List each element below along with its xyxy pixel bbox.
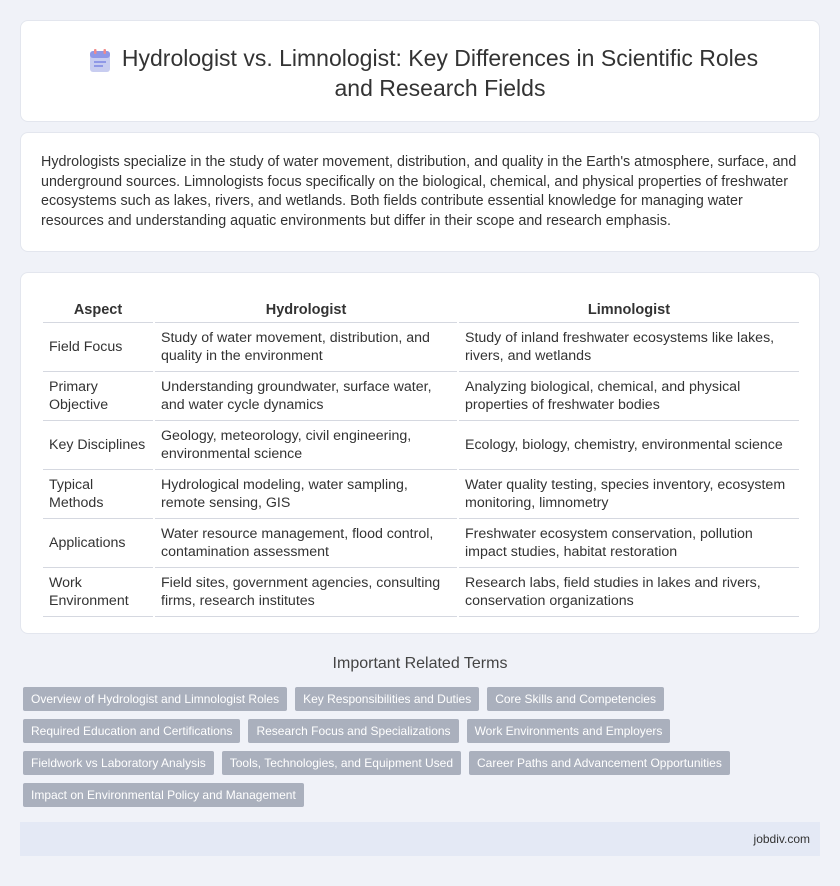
cell-limnologist: Research labs, field studies in lakes and rivers, conservation organizations [459, 568, 799, 617]
cell-aspect: Field Focus [43, 323, 153, 372]
comparison-table [41, 291, 801, 617]
cell-limnologist: Study of inland freshwater ecosystems like lakes, rivers, and wetlands [459, 323, 799, 372]
header-hydrologist: Hydrologist [155, 291, 457, 323]
header-card [20, 20, 820, 122]
cell-aspect: Work Environment [43, 568, 153, 617]
cell-hydrologist: Understanding groundwater, surface water, and water cycle dynamics [155, 372, 457, 421]
related-term-tag[interactable]: Work Environments and Employers [467, 719, 671, 743]
related-term-tag[interactable]: Fieldwork vs Laboratory Analysis [23, 751, 214, 775]
comparison-table-card [20, 272, 820, 634]
table-row [43, 470, 799, 519]
cell-aspect: Key Disciplines [43, 421, 153, 470]
cell-aspect: Typical Methods [43, 470, 153, 519]
footer [20, 822, 820, 856]
related-term-tag[interactable]: Overview of Hydrologist and Limnologist Roles [23, 687, 287, 711]
header-limnologist: Limnologist [459, 291, 799, 323]
table-row [43, 568, 799, 617]
related-term-tag[interactable]: Tools, Technologies, and Equipment Used [222, 751, 461, 775]
intro-card [20, 132, 820, 252]
cell-limnologist: Water quality testing, species inventory, ecosystem monitoring, limnometry [459, 470, 799, 519]
cell-limnologist: Analyzing biological, chemical, and physical properties of freshwater bodies [459, 372, 799, 421]
cell-hydrologist: Field sites, government agencies, consulting firms, research institutes [155, 568, 457, 617]
cell-limnologist: Freshwater ecosystem conservation, pollution impact studies, habitat restoration [459, 519, 799, 568]
related-term-tag[interactable]: Research Focus and Specializations [248, 719, 458, 743]
intro-text: Hydrologists specialize in the study of water movement, distribution, and quality in the Earth's atmosphere, surface, and underground sources. Limnologists focus specifically on the biological, chemical, and physical properties of freshwater ecosystems such as lakes, rivers, and wetlands. Both fields contribute essential knowledge for managing water resources and understanding aquatic environments but differ in their scope and research emphasis. [41, 154, 797, 229]
related-term-tag[interactable]: Core Skills and Competencies [487, 687, 664, 711]
footer-site-link[interactable]: jobdiv.com [753, 832, 810, 846]
related-terms-list [23, 687, 803, 807]
cell-aspect: Applications [43, 519, 153, 568]
related-term-tag[interactable]: Required Education and Certifications [23, 719, 240, 743]
table-row [43, 323, 799, 372]
table-row [43, 519, 799, 568]
table-row [43, 372, 799, 421]
related-term-tag[interactable]: Impact on Environmental Policy and Management [23, 783, 304, 807]
table-header-row [43, 291, 799, 323]
header-aspect: Aspect [43, 291, 153, 323]
cell-hydrologist: Hydrological modeling, water sampling, remote sensing, GIS [155, 470, 457, 519]
cell-aspect: Primary Objective [43, 372, 153, 421]
related-term-tag[interactable]: Key Responsibilities and Duties [295, 687, 479, 711]
table-row [43, 421, 799, 470]
cell-hydrologist: Water resource management, flood control, contamination assessment [155, 519, 457, 568]
related-terms-title: Important Related Terms [332, 655, 508, 672]
related-term-tag[interactable]: Career Paths and Advancement Opportunities [469, 751, 730, 775]
page-title: Hydrologist vs. Limnologist: Key Differences in Scientific Roles and Research Fields [121, 45, 759, 101]
cell-hydrologist: Geology, meteorology, civil engineering, environmental science [155, 421, 457, 470]
cell-hydrologist: Study of water movement, distribution, and quality in the environment [155, 323, 457, 372]
cell-limnologist: Ecology, biology, chemistry, environmental science [459, 421, 799, 470]
